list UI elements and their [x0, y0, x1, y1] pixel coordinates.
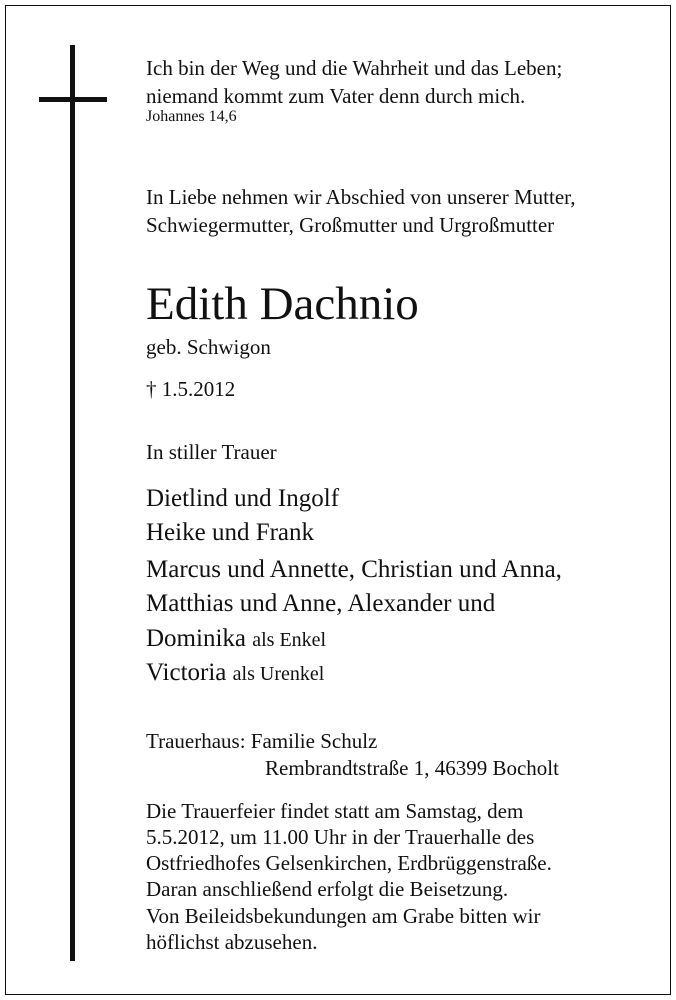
death-date: 1.5.2012: [161, 377, 236, 401]
verse-line-2: niemand kommt zum Vater denn durch mich.: [146, 84, 526, 108]
service-line: Die Trauerfeier findet statt am Samstag, dem: [146, 799, 524, 823]
mourner-name: Victoria: [146, 659, 227, 686]
service-line: Daran anschließend erfolgt die Beisetzung.: [146, 877, 509, 901]
birth-name: geb. Schwigon: [146, 335, 271, 359]
mourner-line: [146, 621, 326, 658]
mourning-house-address: Rembrandtstraße 1, 46399 Bocholt: [265, 756, 559, 780]
mourner-line: Matthias und Anne, Alexander und: [146, 590, 496, 617]
intro-line-2: Schwiegermutter, Großmutter und Urgroßmutter: [146, 213, 555, 237]
mourner-name: Dominika: [146, 625, 246, 652]
mourner-line: [146, 655, 324, 692]
mourners-heading: In stiller Trauer: [146, 440, 277, 464]
death-date-line: [146, 376, 235, 403]
service-line: Von Beileidsbekundungen am Grabe bitten wir: [146, 904, 541, 928]
service-line: Ostfriedhofes Gelsenkirchen, Erdbrüggenstraße.: [146, 851, 552, 875]
intro-line-1: In Liebe nehmen wir Abschied von unserer Mutter,: [146, 185, 576, 209]
service-line: 5.5.2012, um 11.00 Uhr in der Trauerhalle des: [146, 825, 535, 849]
mourner-relation: als Enkel: [252, 629, 327, 651]
cross-icon: [70, 45, 75, 961]
verse-reference: Johannes 14,6: [146, 108, 237, 125]
service-line: höflichst abzusehen.: [146, 930, 318, 954]
mourner-line: Marcus und Annette, Christian und Anna,: [146, 556, 562, 583]
verse-line-1: Ich bin der Weg und die Wahrheit und das Leben;: [146, 56, 563, 80]
mourner-relation: als Urenkel: [232, 663, 325, 685]
deceased-name: Edith Dachnio: [146, 278, 419, 330]
cross-icon-bar: [39, 97, 107, 102]
mourner-line: Heike und Frank: [146, 519, 315, 546]
mourning-house: Trauerhaus: Familie Schulz: [146, 729, 378, 753]
mourner-line: Dietlind und Ingolf: [146, 485, 340, 512]
dagger-icon: †: [146, 377, 157, 401]
